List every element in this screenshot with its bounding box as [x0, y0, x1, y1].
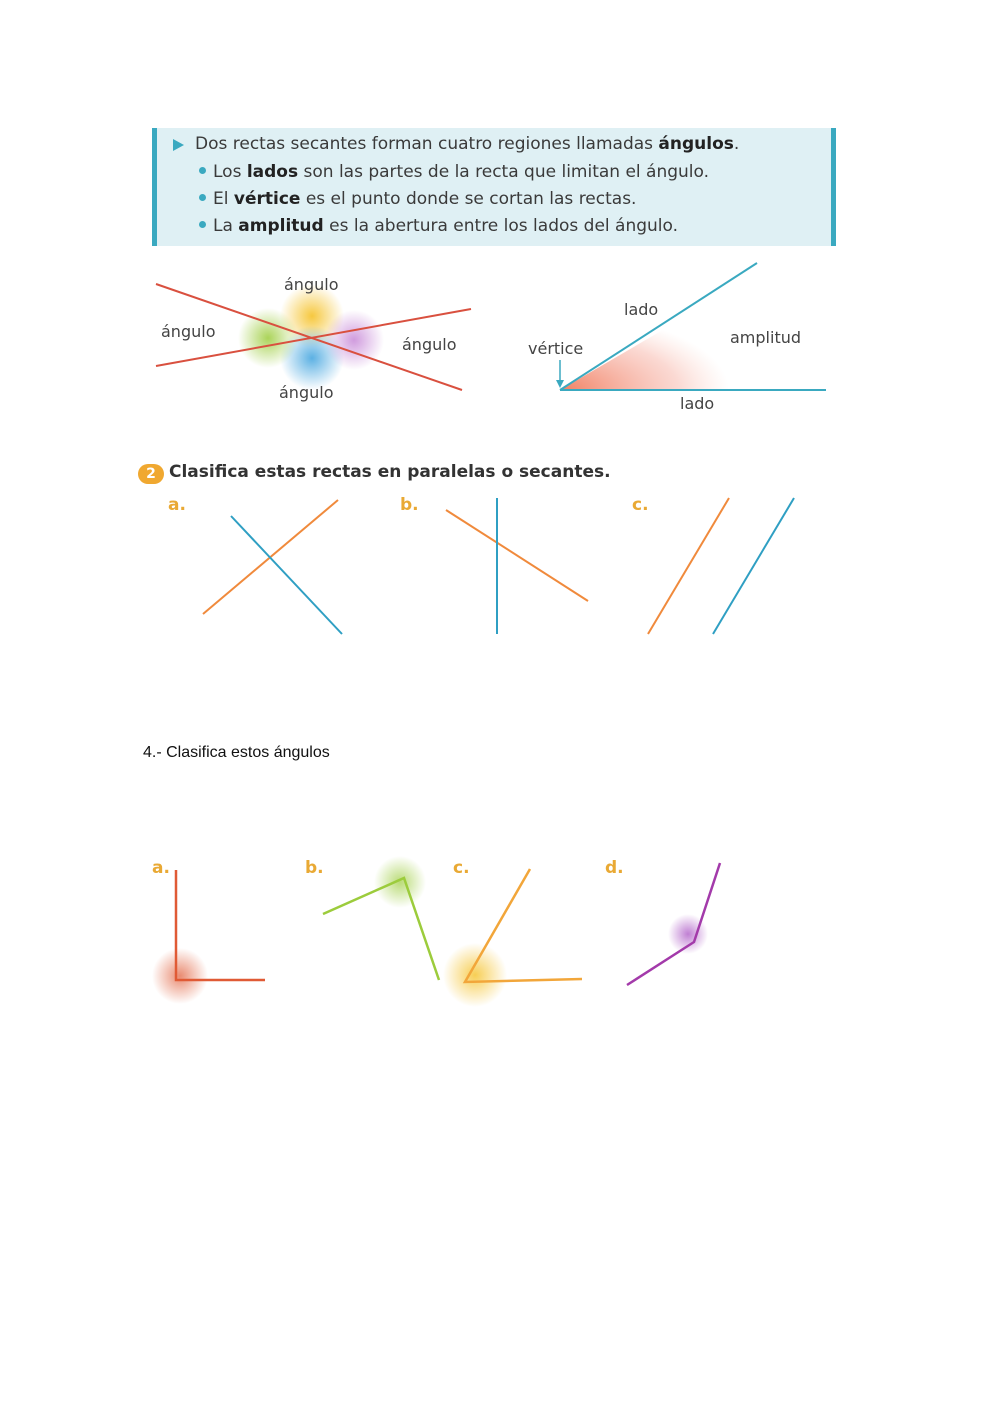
label-upper-side: lado [624, 300, 659, 319]
exercise4-letter-c: c. [453, 858, 470, 878]
line-b-orange [446, 510, 588, 601]
angle-region-right [324, 310, 384, 370]
exercise2-title: Clasifica estas rectas en paralelas o secantes. [169, 462, 611, 482]
angle-a-shade [152, 948, 208, 1004]
exercise4-title: 4.- Clasifica estos ángulos [143, 744, 330, 761]
label-angle-left: ángulo [161, 322, 216, 341]
info-bullet-amplitud: La amplitud es la abertura entre los lados del ángulo. [199, 216, 678, 236]
exercise2-number-badge: 2 [138, 464, 164, 484]
line-c-orange [648, 498, 729, 634]
angle-b-shade [374, 856, 426, 908]
angle-parts-diagram [528, 263, 826, 413]
exercise4-letter-a: a. [152, 858, 170, 878]
label-lower-side: lado [680, 394, 715, 413]
exercise4-figures [152, 856, 720, 1007]
label-vertex: vértice [528, 339, 584, 358]
info-bullet-vertice: El vértice es el punto donde se cortan las rectas. [199, 189, 636, 209]
exercise4-letter-d: d. [605, 858, 624, 878]
angle-region-left [238, 308, 298, 368]
label-angle-top: ángulo [284, 275, 339, 294]
exercise2-letter-c: c. [632, 495, 649, 515]
amplitude-region [560, 314, 729, 390]
exercise4-letter-b: b. [305, 858, 324, 878]
exercise2-letter-a: a. [168, 495, 186, 515]
vertex-arrowhead-icon [556, 380, 564, 388]
exercise2-figures [168, 495, 794, 634]
line-c-blue [713, 498, 794, 634]
label-amplitude: amplitud [730, 328, 802, 347]
label-angle-right: ángulo [402, 335, 457, 354]
exercise2-letter-b: b. [400, 495, 419, 515]
secant-lines-diagram [156, 275, 471, 402]
label-angle-bottom: ángulo [279, 383, 334, 402]
info-intro: Dos rectas secantes forman cuatro regiones llamadas ángulos. [195, 134, 740, 154]
info-bullet-lados: Los lados son las partes de la recta que limitan el ángulo. [199, 162, 709, 182]
angle-c-shade [443, 943, 507, 1007]
